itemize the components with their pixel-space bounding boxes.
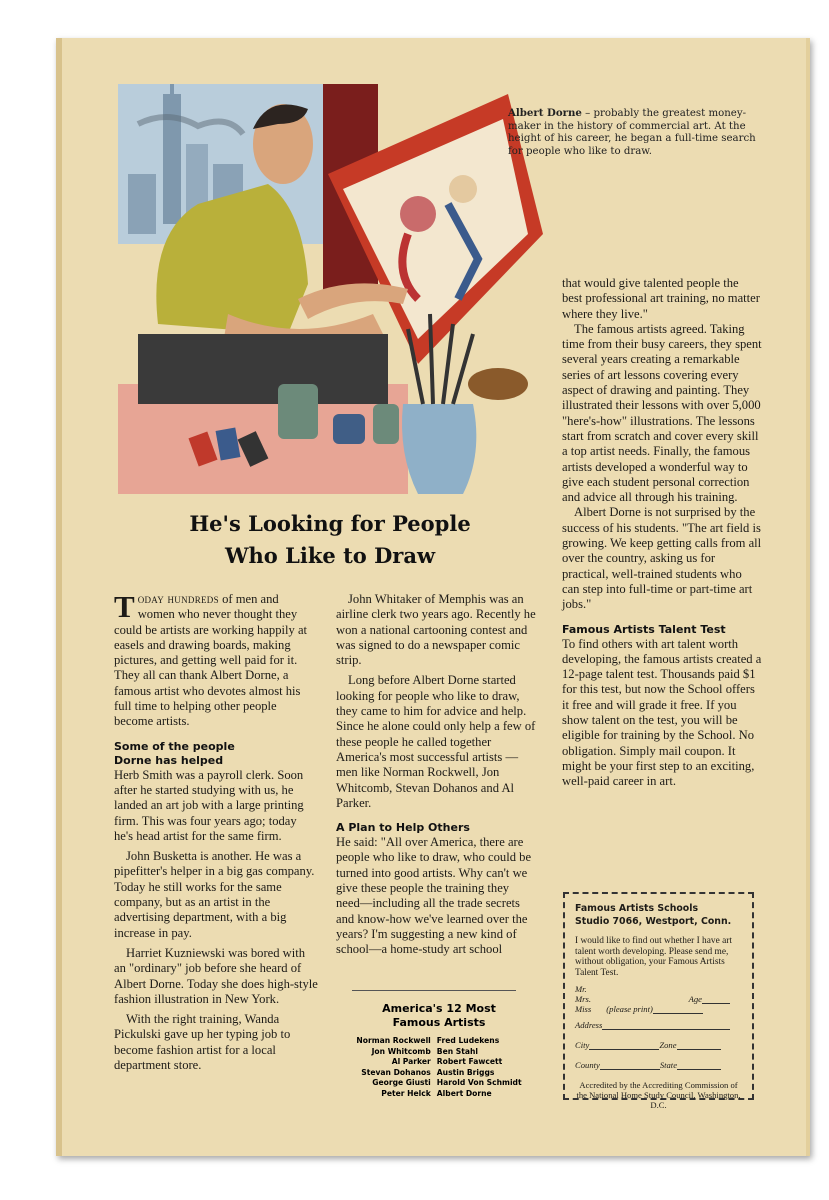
subhead-people-helped (114, 740, 318, 768)
paragraph: To find others with art talent worth developing, the famous artists created a 12-page talent test. Thousands paid $1 for this test, but now the School offers it free and will grade it free. If you show talent on the test, you will be eligible for training by the School. No obligation. Simply mail coupon. It might be your first step to an exciting, well-paid career in art. (562, 636, 762, 789)
intro-text: of men and women who never thought they could be artists are working happily at easels and drawing boards, making pictures, and getting well paid for it. They all can thank Albert Dorne, a famous artist who devotes almost his full time to helping other people become artists. (114, 592, 308, 729)
paragraph: Long before Albert Dorne started looking for people who like to draw, they came to him for advice and help. Since he alone could only help a few of these people he called together America's most successful artists —men like Norman Rockwell, Jon Whitcomb, Stevan Dohanos and Al Parker. (336, 673, 536, 810)
city-zone-field[interactable] (575, 1040, 742, 1050)
intro-paragraph (114, 589, 318, 730)
lead-caps: oday hundreds (137, 592, 219, 606)
paint-jar (278, 384, 318, 439)
subhead-line-2: Dorne has helped (114, 753, 224, 767)
coupon-address: Studio 7066, Westport, Conn. (575, 916, 732, 927)
paragraph: that would give talented people the best professional art training, no matter where they live." (562, 276, 760, 321)
paragraph: He said: "All over America, there are people who like to draw, who could be turned into good artists. Why can't we give these people the training they need—including all the trade secrets and know-how we've learned over the years? I'm suggesting a new kind of school—a home-study art school (336, 835, 532, 957)
headline (120, 508, 540, 572)
mr-label: Mr. (575, 984, 587, 995)
subhead-plan: A Plan to Help Others (336, 821, 470, 835)
accreditation-note: Accredited by the Accrediting Commission of the National Home Study Council, Washington, D.C. (576, 1080, 741, 1111)
age-field[interactable] (689, 994, 730, 1004)
brush-jar (402, 404, 476, 494)
coupon-school: Famous Artists Schools (575, 903, 699, 914)
caption-name: Albert Dorne (508, 107, 582, 119)
famous-artists-list (336, 1002, 542, 1100)
miss-label: Miss (575, 1004, 592, 1015)
article-column-2 (336, 592, 536, 958)
divider-rule (352, 990, 516, 991)
zone-label: Zone (659, 1040, 677, 1051)
artist-name: Ben Stahl (436, 1046, 479, 1056)
name-field[interactable] (575, 984, 742, 1014)
artist-name: Fred Ludekens (436, 1036, 500, 1045)
city-label: City (575, 1040, 590, 1051)
artist-name: Harold Von Schmidt (436, 1078, 522, 1088)
artist-name: Jon Whitcomb (371, 1046, 431, 1056)
paragraph: Albert Dorne is not surprised by the success of his students. "The art field is growing. We keep getting calls from all over the country, asking us for practical, well-trained students who can step into full-time or part-time art jobs." (562, 505, 762, 612)
paragraph: With the right training, Wanda Pickulski gave up her typing job to become fashion artist for a local department store. (114, 1012, 291, 1073)
county-label: County (575, 1060, 600, 1071)
artist-name: Norman Rockwell (356, 1036, 431, 1045)
age-label: Age (688, 994, 702, 1005)
mrs-label: Mrs. (575, 994, 591, 1005)
please-print-label: (please print) (606, 1004, 653, 1015)
bowl (468, 368, 528, 400)
headline-line-2: Who Like to Draw (224, 543, 436, 568)
paragraph: The famous artists agreed. Taking time from their busy careers, they spent several years creating a remarkable series of art lessons covering every aspect of drawing and painting. They illustrated their lessons with over 5,000 "here's-how" illustrations. The lessons start from scratch and cover every skill a top artist needs. Finally, the famous artists developed a wonderful way to give each student personal correction and advice all through his training. (562, 321, 762, 505)
artist-name: Peter Helck (381, 1088, 431, 1098)
albert-dorne-illustration (118, 84, 550, 504)
artists-title-1: America's 12 Most (382, 1002, 496, 1015)
artist-name: Austin Briggs (436, 1067, 495, 1077)
subhead-talent-test: Famous Artists Talent Test (562, 622, 726, 636)
drop-cap: T (114, 589, 135, 624)
illustration-caption (508, 107, 768, 158)
paragraph: Harriet Kuzniewski was bored with an "ordinary" job before she heard of Albert Dorne. Today she does high-style fashion illustration in New York. (114, 945, 318, 1006)
skyscraper (163, 94, 181, 224)
subhead-line-1: Some of the people (114, 739, 235, 753)
county-state-field[interactable] (575, 1060, 742, 1070)
coupon-body: I would like to find out whether I have art talent worth developing. Please send me, without obligation, your Famous Artists Talent Test. (575, 936, 732, 978)
artist-name: Robert Fawcett (436, 1057, 503, 1067)
address-label: Address (575, 1020, 603, 1031)
paragraph: John Whitaker of Memphis was an airline clerk two years ago. Recently he won a national cartooning contest and was signed to do a newspaper comic strip. (336, 592, 536, 668)
artists-title-2: Famous Artists (392, 1016, 486, 1029)
paragraph: John Busketta is another. He was a pipefitter's helper in a big gas company. Today he still works for the same company, but as an artist in the advertising department, with a big increase in pay. (114, 849, 315, 940)
address-field[interactable] (575, 1020, 742, 1030)
artist-name: Stevan Dohanos (361, 1067, 431, 1077)
mail-coupon[interactable] (563, 892, 754, 1111)
artist-name: Al Parker (391, 1057, 431, 1067)
article-column-1 (114, 589, 318, 1073)
headline-line-1: He's Looking for People (189, 511, 471, 536)
paragraph: Herb Smith was a payroll clerk. Soon after he started studying with us, he landed an art job with a large printing firm. This was four years ago; today he's head artist for the same firm. (114, 767, 304, 843)
artist-name: George Giusti (372, 1078, 431, 1088)
article-column-3 (562, 276, 762, 790)
caption-text: – probably the greatest money-maker in the history of commercial art. At the height of his career, he began a full-time search for people who like to draw. (508, 108, 756, 157)
artist-name: Albert Dorne (436, 1088, 492, 1098)
state-label: State (659, 1060, 678, 1071)
